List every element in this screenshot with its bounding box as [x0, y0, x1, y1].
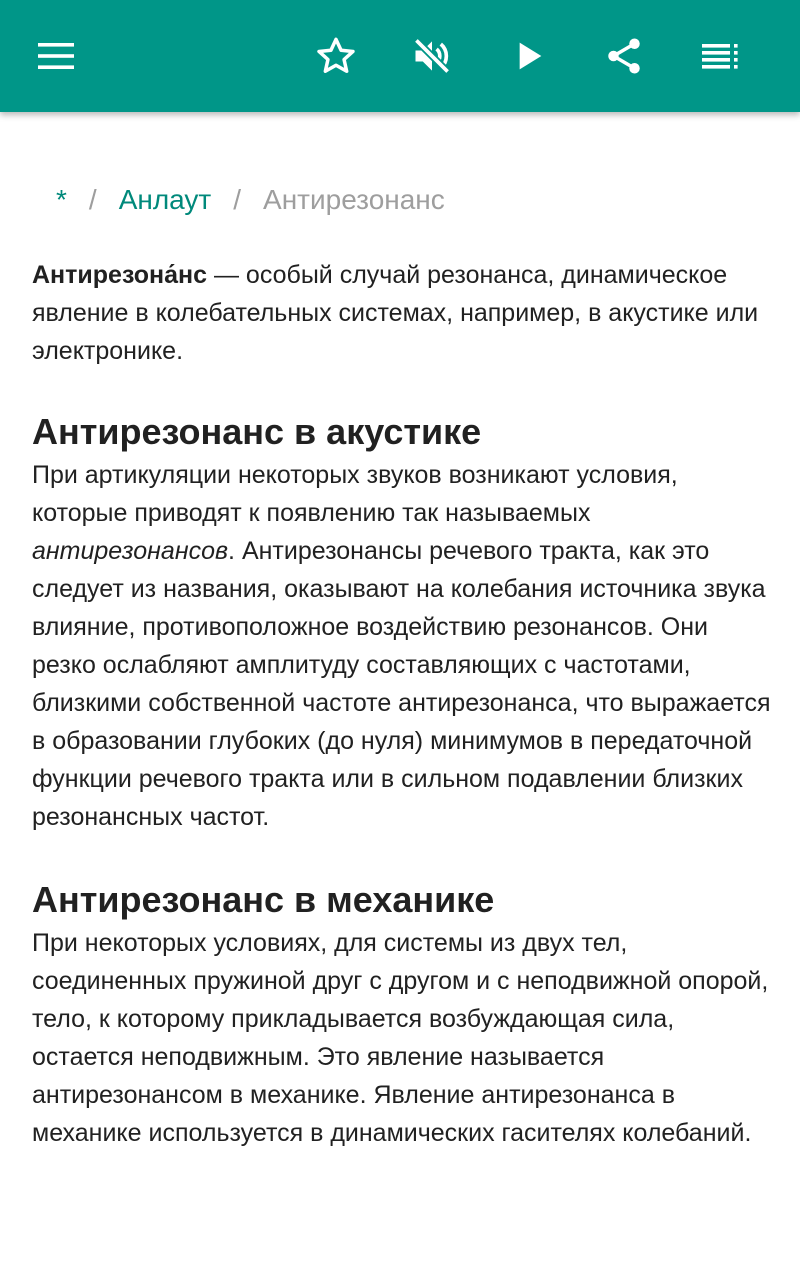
mute-button[interactable]: [400, 24, 464, 88]
acoustics-text-start: При артикуляции некоторых звуков возникают условия, которые приводят к появлению так называемых: [32, 461, 678, 527]
article-content: [0, 112, 800, 1280]
intro-text: — особый случай резонанса, динамическое явление в колебательных системах, например, в акустике или электронике.: [32, 261, 759, 365]
share-button[interactable]: [592, 24, 656, 88]
intro-term: Антирезона́нс: [32, 261, 208, 289]
menu-icon: [36, 36, 76, 76]
intro-paragraph: [32, 256, 774, 370]
play-button[interactable]: [496, 24, 560, 88]
article-body: [32, 256, 774, 1152]
play-icon: [508, 36, 548, 76]
acoustics-text-rest: . Антирезонансы речевого тракта, как это следует из названия, оказывают на колебания источника звука влияние, противоположное воздействию резонансов. Они резко ослабляют амплитуду составляющих с частотами, близкими собственной частоте антирезонанса, что выражается в образовании глубоких (до нуля) минимумов в передаточной функции речевого тракта или в сильном подавлении близких резонансных частот.: [32, 537, 771, 831]
acoustics-italic-term: антирезонансов: [32, 537, 229, 565]
breadcrumb-separator: /: [88, 184, 97, 215]
section-paragraph-acoustics: [32, 456, 774, 836]
share-icon: [603, 35, 645, 77]
app-toolbar: [0, 0, 800, 112]
breadcrumb: [56, 182, 445, 218]
breadcrumb-parent-link[interactable]: Анлаут: [118, 184, 212, 215]
breadcrumb-root-link[interactable]: *: [56, 184, 67, 215]
menu-button[interactable]: [24, 24, 88, 88]
breadcrumb-separator: /: [233, 184, 242, 215]
section-heading-acoustics: Антирезонанс в акустике: [32, 411, 482, 452]
toc-button[interactable]: [688, 24, 752, 88]
section-paragraph-mechanics: При некоторых условиях, для системы из двух тел, соединенных пружиной друг с другом и с неподвижной опорой, тело, к которому прикладывается возбуждающая сила, остается неподвижным. Это явление называется антирезонансом в механике. Явление антирезонанса в механике используется в динамических гасителях колебаний.: [32, 929, 769, 1147]
toc-icon: [700, 36, 740, 76]
section-heading-mechanics: Антирезонанс в механике: [32, 879, 495, 920]
volume-off-icon: [410, 34, 454, 78]
breadcrumb-current: Антирезонанс: [263, 184, 445, 215]
star-outline-icon: [315, 35, 357, 77]
favorite-button[interactable]: [304, 24, 368, 88]
